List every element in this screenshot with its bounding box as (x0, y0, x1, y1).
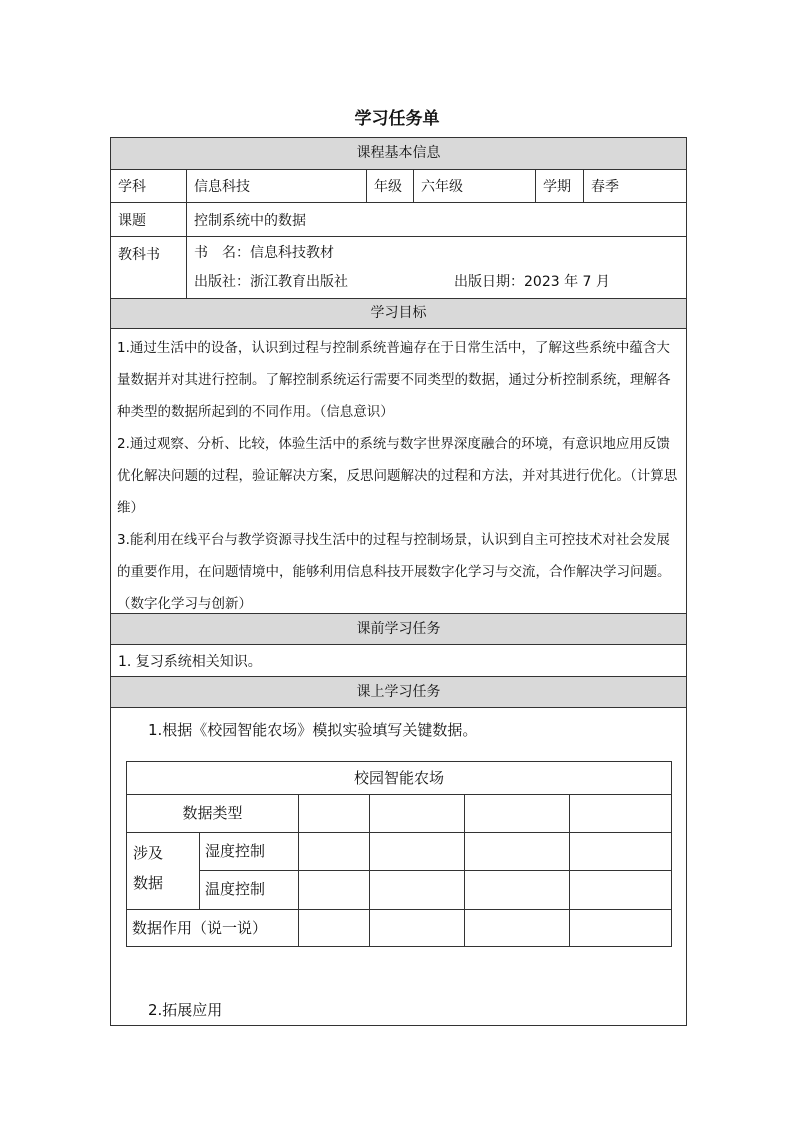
answer-cell[interactable] (570, 910, 671, 946)
answer-cell[interactable] (570, 871, 671, 909)
involved-label: 涉及 (133, 844, 164, 862)
answer-cell[interactable] (465, 795, 569, 832)
farm-table-title: 校园智能农场 (353, 769, 444, 787)
answer-cell[interactable] (299, 833, 369, 870)
data-role-label: 数据作用（说一说） (132, 919, 268, 937)
objective-2: 2.通过观察、分析、比较，体验生活中的系统与数字世界深度融合的环境，有意识地应用反馈优化解决问题的过程，验证解决方案，反思问题解决的过程和方法，并对其进行优化。（计算思维） (117, 436, 678, 516)
publish-date: 出版日期：2023 年 7 月 (454, 274, 610, 290)
section-basic-info: 课程基本信息 (111, 138, 686, 170)
class-task-2: 2.拓展应用 (148, 1001, 223, 1019)
data-label: 数据 (133, 874, 164, 892)
subject-value: 信息科技 (186, 170, 366, 202)
subject-label: 学科 (118, 179, 146, 195)
objective-1: 1.通过生活中的设备，认识到过程与控制系统普遍存在于日常生活中，了解这些系统中蕴含大量数据并对其进行控制。了解控制系统运行需要不同类型的数据，通过分析控制系统，理解各种类型的数据所起到的不同作用。（信息意识） (117, 340, 671, 420)
textbook-info (186, 237, 686, 298)
page-title: 学习任务单 (354, 109, 440, 129)
involved-data-label (133, 838, 163, 898)
row-topic (111, 203, 686, 237)
humidity-control-label: 湿度控制 (205, 842, 266, 860)
answer-cell[interactable] (465, 910, 569, 946)
row-pre-task (111, 645, 686, 677)
publisher: 出版社：浙江教育出版社 (194, 274, 348, 290)
answer-cell[interactable] (570, 833, 671, 870)
farm-data-table (126, 761, 672, 947)
objectives-list (117, 332, 680, 620)
objectives-cell (111, 329, 686, 614)
section-objectives: 学习目标 (111, 299, 686, 329)
answer-cell[interactable] (299, 795, 369, 832)
answer-cell[interactable] (299, 871, 369, 909)
row-subject (111, 170, 686, 203)
class-task-1: 1.根据《校园智能农场》模拟实验填写关键数据。 (148, 721, 478, 739)
term-label: 学期 (535, 170, 583, 202)
section-class-tasks: 课上学习任务 (111, 677, 686, 708)
pre-task-text: 1. 复习系统相关知识。 (118, 653, 262, 670)
textbook-label: 教科书 (118, 247, 160, 263)
answer-cell[interactable] (465, 833, 569, 870)
temperature-control-label: 温度控制 (205, 880, 266, 898)
topic-value: 控制系统中的数据 (186, 203, 686, 236)
data-type-header: 数据类型 (182, 804, 243, 822)
objective-3: 3.能利用在线平台与教学资源寻找生活中的过程与控制场景，认识到自主可控技术对社会发展的重要作用，在问题情境中，能够利用信息科技开展数字化学习与交流，合作解决学习问题。（数字化学习与创新） (117, 532, 671, 612)
term-value: 春季 (583, 170, 686, 202)
answer-cell[interactable] (370, 795, 464, 832)
answer-cell[interactable] (570, 795, 671, 832)
topic-label: 课题 (118, 212, 146, 229)
grade-label: 年级 (366, 170, 413, 202)
answer-cell[interactable] (370, 910, 464, 946)
answer-cell[interactable] (370, 833, 464, 870)
publisher-line (194, 272, 686, 296)
answer-cell[interactable] (465, 871, 569, 909)
answer-cell[interactable] (299, 910, 369, 946)
row-textbook (111, 237, 686, 299)
book-name: 书 名：信息科技教材 (194, 245, 334, 261)
answer-cell[interactable] (370, 871, 464, 909)
section-pre-tasks: 课前学习任务 (111, 614, 686, 645)
grade-value: 六年级 (413, 170, 535, 202)
